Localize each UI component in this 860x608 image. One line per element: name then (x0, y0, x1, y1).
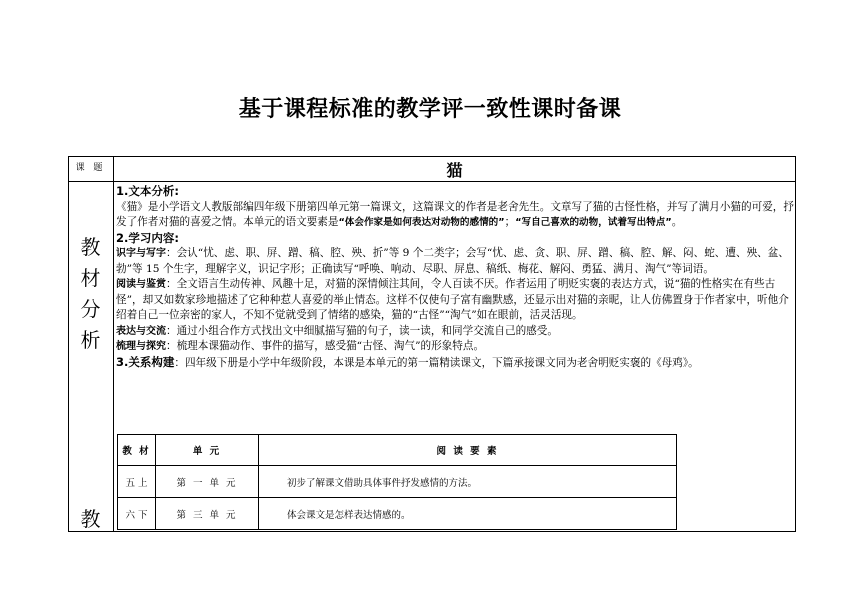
label-column-divider (113, 156, 114, 532)
inquiry-text: ：梳理本课猫动作、事件的描写，感受猫“古怪、淘气”的形象特点。 (166, 340, 485, 352)
relation-paragraph (116, 355, 794, 372)
header-reading-element: 阅 读 要 素 (259, 435, 677, 466)
table-row (118, 498, 677, 530)
reading-text: ：全文语言生动传神、风趣十足，对猫的深情倾注其间，令人百读不厌。作者运用了明贬实褒的表达方式，说“猫的性格实在有些古怪”，却又如数家珍地描述了它种种惹人喜爱的举止情态。这样不仅使句子富有幽默感，还显示出对猫的亲昵，让人仿佛置身于作者家中，听他介绍着自己一位亲密的家人，不知不觉就受到了情绪的感染，猫的“古怪”“淘气”如在眼前，活灵活现。 (116, 278, 789, 321)
expression-label: 表达与交流 (116, 325, 166, 337)
literacy-label: 识字与写字 (116, 248, 166, 259)
section-label-material-analysis (68, 232, 113, 356)
material-analysis-content (116, 184, 794, 371)
cell-unit: 第 三 单 元 (156, 498, 259, 530)
cell-unit: 第 一 单 元 (156, 466, 259, 498)
header-divider (68, 181, 796, 182)
table-row (118, 466, 677, 498)
inquiry-label: 梳理与探究 (116, 341, 166, 352)
expression-text: ：通过小组合作方式找出文中细腻描写猫的句子，读一读，和同学交流自己的感受。 (166, 324, 558, 337)
cell-reading-element: 初步了解课文借助具体事件抒发感情的方法。 (259, 466, 677, 498)
relation-text: ：四年级下册是小学中年级阶段，本课是本单元的第一篇精读课文，下篇承接课文同为老舍明贬实褒的《母鸡》。 (174, 356, 699, 369)
text-analysis-heading: 1.文本分析: (116, 184, 179, 198)
literacy-text: ：会认“忧、虑、职、屏、蹭、稿、腔、殃、折”等 9 个二类字；会写“忧、虑、贪、职、屏、蹭、稿、腔、解、闷、蛇、遭、殃、盆、勃”等 15 个生字，理解字义，识记字形；正确读写“呼唤、响动、尽职、屏息、稿纸、梅花、解闷、勇猛、满月、淘气”等词语。 (116, 247, 789, 275)
key-element-2: “写自己喜欢的动物，试着写出特点” (515, 217, 672, 228)
lesson-label: 课 题 (75, 163, 106, 173)
section-label-char: 材 (80, 266, 101, 290)
header-textbook: 教 材 (118, 435, 156, 466)
separator: ； (504, 216, 516, 228)
period: 。 (671, 216, 683, 228)
section-label-char: 教 (80, 235, 101, 259)
cell-textbook: 五 上 (118, 466, 156, 498)
cell-reading-element: 体会课文是怎样表达情感的。 (259, 498, 677, 530)
header-unit: 单 元 (156, 435, 259, 466)
cell-textbook: 六 下 (118, 498, 156, 530)
learning-content-heading: 2.学习内容: (116, 230, 179, 245)
relation-table-header (118, 435, 677, 466)
literacy-paragraph (116, 246, 794, 277)
relation-table (117, 434, 677, 530)
reading-label: 阅读与鉴赏 (116, 279, 166, 290)
section-label-char: 析 (80, 328, 101, 352)
reading-paragraph (116, 277, 794, 324)
relation-heading: 3.关系构建 (116, 354, 175, 369)
section-label-char: 分 (80, 297, 101, 321)
key-element-1: “体会作家是如何表达对动物的感情的” (338, 217, 505, 228)
inquiry-paragraph (116, 339, 794, 355)
text-analysis-body: 《猫》是小学语文人教版部编四年级下册第四单元第一篇课文，这篇课文的作者是老舍先生。文章写了猫的古怪性格，并写了满月小猫的可爱，抒发了作者对猫的喜爱之情。本单元的语文要素是 (116, 200, 794, 228)
section-label-teaching: 教 (80, 507, 101, 531)
lesson-title: 猫 (446, 161, 463, 180)
expression-paragraph (116, 324, 794, 340)
page-title: 基于课程标准的教学评一致性课时备课 (238, 97, 622, 122)
text-analysis-paragraph (116, 200, 794, 231)
